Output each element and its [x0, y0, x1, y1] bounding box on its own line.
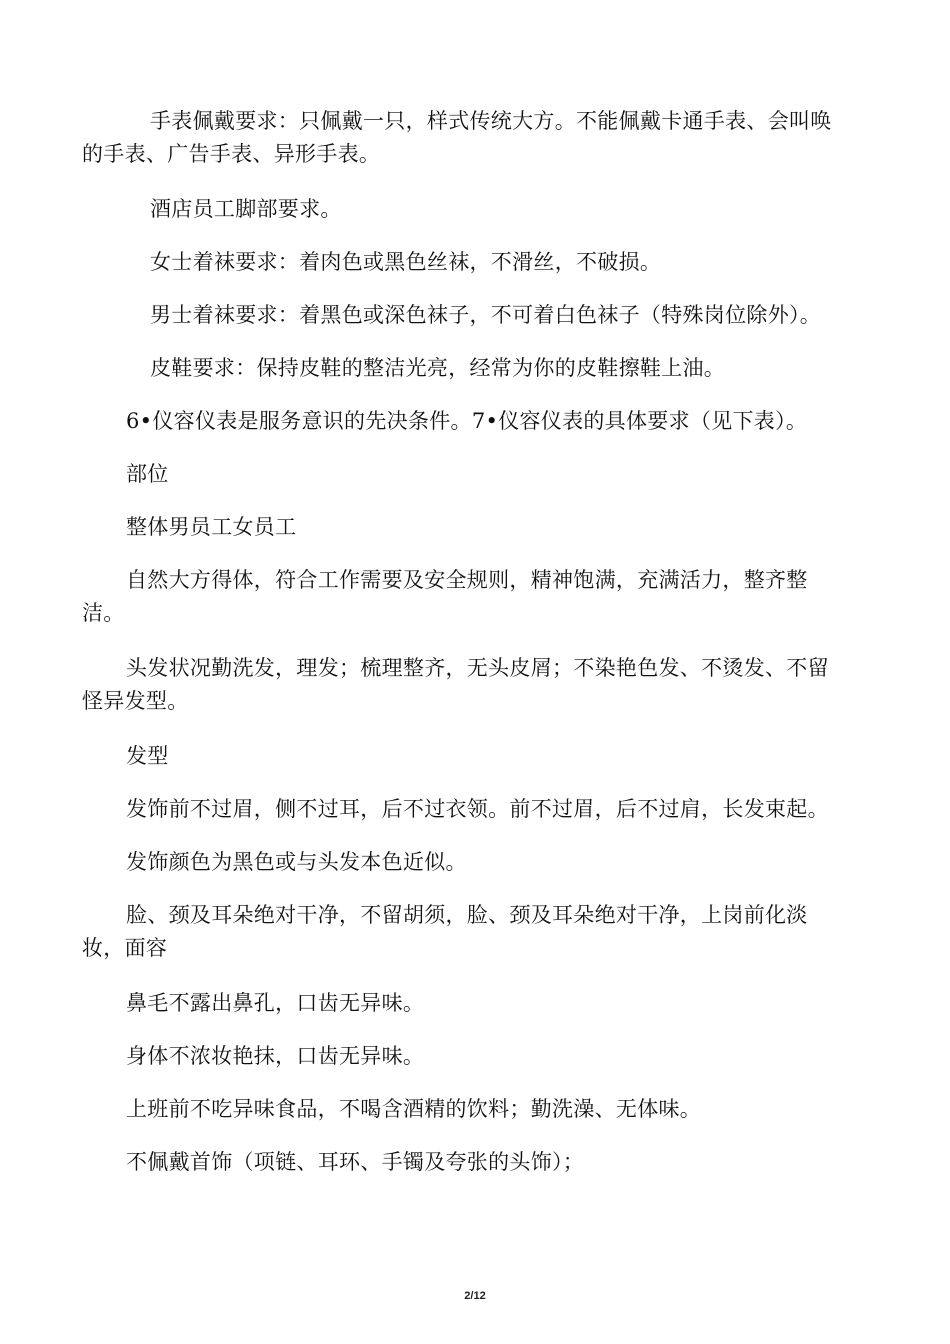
paragraph-part: 部位: [126, 462, 169, 486]
paragraph-women-socks: 女士着袜要求：着肉色或黑色丝袜，不滑丝，不破损。: [150, 250, 662, 274]
paragraph-hair-length: 发饰前不过眉，侧不过耳，后不过衣领。前不过眉，后不过肩，长发束起。: [126, 797, 829, 821]
paragraph-nose: 鼻毛不露出鼻孔，口齿无异味。: [126, 991, 425, 1015]
paragraph-hairstyle: 发型: [126, 744, 169, 768]
paragraph-overall-header: 整体男员工女员工: [126, 515, 297, 539]
paragraph-hair-condition: 头发状况勤洗发，理发；梳理整齐，无头皮屑；不染艳色发、不烫发、不留怪异发型。: [82, 656, 829, 713]
paragraph-shoes: 皮鞋要求：保持皮鞋的整洁光亮，经常为你的皮鞋擦鞋上油。: [150, 356, 726, 380]
paragraph-body: 身体不浓妆艳抹，口齿无异味。: [126, 1044, 425, 1068]
paragraph-items-6-7: 6•仪容仪表是服务意识的先决条件。7•仪容仪表的具体要求（见下表）。: [126, 409, 808, 433]
paragraph-food: 上班前不吃异味食品，不喝含酒精的饮料；勤洗澡、无体味。: [126, 1097, 702, 1121]
paragraph-overall: 自然大方得体，符合工作需要及安全规则，精神饱满，充满活力，整齐整洁。: [82, 568, 808, 625]
paragraph-hair-accessory-color: 发饰颜色为黑色或与头发本色近似。: [126, 850, 467, 874]
page-number: 2/12: [464, 1290, 486, 1302]
paragraph-watch-requirements: 手表佩戴要求：只佩戴一只，样式传统大方。不能佩戴卡通手表、会叫唤的手表、广告手表、异形手表。: [82, 109, 832, 166]
paragraph-men-socks: 男士着袜要求：着黑色或深色袜子，不可着白色袜子（特殊岗位除外）。: [150, 303, 822, 327]
paragraph-jewelry: 不佩戴首饰（项链、耳环、手镯及夸张的头饰）；: [126, 1150, 585, 1174]
paragraph-foot-requirements: 酒店员工脚部要求。: [150, 197, 342, 221]
paragraph-face: 脸、颈及耳朵绝对干净，不留胡须，脸、颈及耳朵绝对干净，上岗前化淡妆，面容: [82, 903, 808, 960]
